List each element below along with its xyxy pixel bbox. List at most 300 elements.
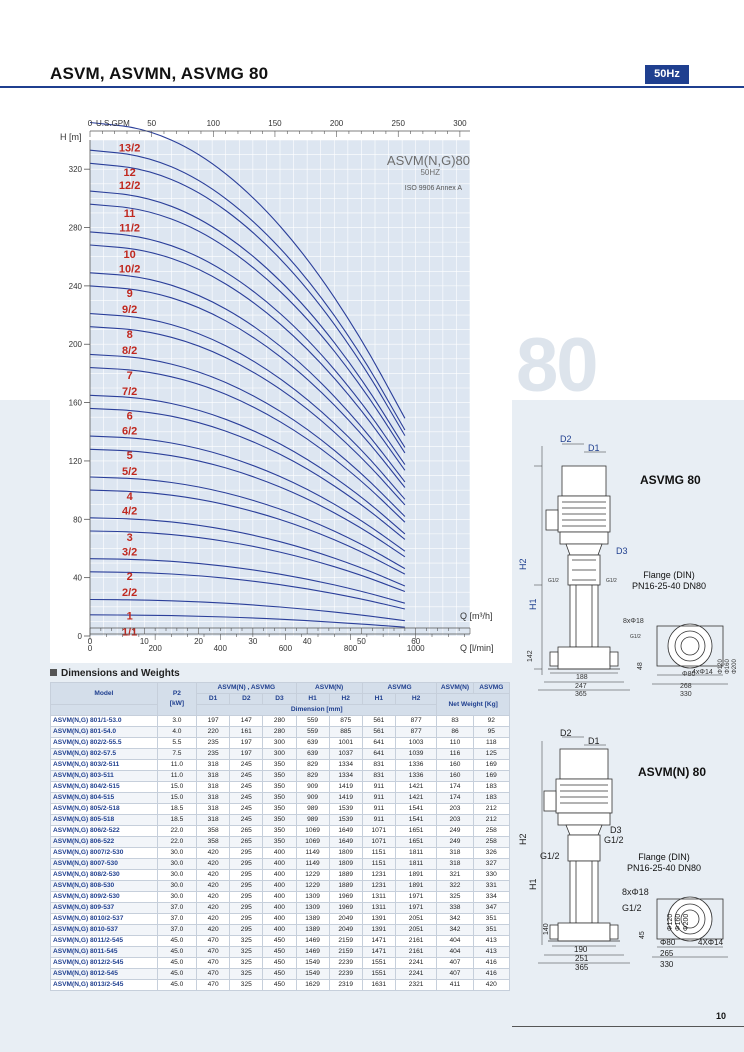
drawing-g-flange-label: Flange (DIN) PN16-25-40 DN80 xyxy=(632,570,707,591)
value-cell: 18.5 xyxy=(157,804,196,815)
value-cell: 831 xyxy=(362,760,395,771)
value-cell: 235 xyxy=(197,749,230,760)
value-cell: 15.0 xyxy=(157,793,196,804)
header-group-asvmg: ASVMG xyxy=(362,683,437,694)
drawing-g-188: 188 xyxy=(576,674,588,681)
value-cell: 450 xyxy=(263,969,296,980)
value-cell: 45.0 xyxy=(157,980,196,991)
y-axis-label: H [m] xyxy=(60,132,82,142)
bullet-square-icon xyxy=(50,669,57,676)
drawing-g-d3: D3 xyxy=(616,546,628,556)
value-cell: 1631 xyxy=(362,980,395,991)
stage-label: 1/1 xyxy=(121,626,138,639)
value-cell: 220 xyxy=(197,727,230,738)
stage-label: 1 xyxy=(126,610,133,623)
dimensions-table xyxy=(50,682,510,991)
value-cell: 413 xyxy=(473,936,509,947)
value-cell: 1549 xyxy=(296,958,329,969)
value-cell: 235 xyxy=(197,738,230,749)
header-weight-g: ASVMG xyxy=(473,683,509,694)
drawing-n-phi80: Φ80 xyxy=(660,938,676,947)
value-cell: 831 xyxy=(362,771,395,782)
value-cell: 1551 xyxy=(362,969,395,980)
model-cell: ASVM(N,G) 808/2-530 xyxy=(51,870,158,881)
gpm-unit-label: U.S.GPM xyxy=(96,119,130,128)
y-tick-label: 120 xyxy=(68,456,82,466)
value-cell: 37.0 xyxy=(157,925,196,936)
value-cell: 641 xyxy=(362,749,395,760)
value-cell: 258 xyxy=(473,837,509,848)
lmin-tick-label: 0 xyxy=(87,644,93,653)
value-cell: 400 xyxy=(263,892,296,903)
drawing-g-d2: D2 xyxy=(560,434,572,444)
value-cell: 420 xyxy=(197,925,230,936)
table-row xyxy=(51,826,510,837)
value-cell: 875 xyxy=(329,716,362,727)
value-cell: 1551 xyxy=(362,958,395,969)
stage-label: 9 xyxy=(126,288,133,301)
value-cell: 325 xyxy=(230,969,263,980)
value-cell: 639 xyxy=(296,749,329,760)
m3h-tick-label: 40 xyxy=(302,637,312,646)
value-cell: 470 xyxy=(197,969,230,980)
header-d2: D2 xyxy=(230,694,263,705)
value-cell: 909 xyxy=(296,782,329,793)
value-cell: 420 xyxy=(197,859,230,870)
value-cell: 30.0 xyxy=(157,848,196,859)
value-cell: 350 xyxy=(263,826,296,837)
value-cell: 1309 xyxy=(296,903,329,914)
value-cell: 245 xyxy=(230,782,263,793)
value-cell: 203 xyxy=(437,815,473,826)
stage-label: 6 xyxy=(126,410,133,423)
value-cell: 280 xyxy=(263,716,296,727)
value-cell: 1071 xyxy=(362,826,395,837)
value-cell: 174 xyxy=(437,793,473,804)
value-cell: 450 xyxy=(263,936,296,947)
header-model: Model xyxy=(51,683,158,705)
value-cell: 37.0 xyxy=(157,903,196,914)
stage-label: 7 xyxy=(126,369,133,382)
value-cell: 30.0 xyxy=(157,881,196,892)
value-cell: 1309 xyxy=(296,892,329,903)
table-row xyxy=(51,903,510,914)
chart-title: ASVM(N,G)80 xyxy=(386,153,470,168)
value-cell: 258 xyxy=(473,826,509,837)
value-cell: 183 xyxy=(473,782,509,793)
drawing-n-h1: H1 xyxy=(528,878,538,890)
drawing-g-g12-left: G1/2 xyxy=(548,578,559,584)
model-cell: ASVM(N,G) 809-537 xyxy=(51,903,158,914)
table-row xyxy=(51,925,510,936)
value-cell: 3.0 xyxy=(157,716,196,727)
value-cell: 351 xyxy=(473,914,509,925)
value-cell: 110 xyxy=(437,738,473,749)
value-cell: 325 xyxy=(230,936,263,947)
value-cell: 911 xyxy=(362,793,395,804)
stage-label: 3 xyxy=(126,531,133,544)
value-cell: 321 xyxy=(437,870,473,881)
value-cell: 160 xyxy=(437,771,473,782)
value-cell: 1809 xyxy=(329,848,362,859)
drawing-n-g12-bottom: G1/2 xyxy=(622,903,642,913)
model-cell: ASVM(N,G) 8011-545 xyxy=(51,947,158,958)
drawing-n-140: 140 xyxy=(543,923,550,935)
value-cell: 470 xyxy=(197,958,230,969)
drawing-n-foot-holes: 4XΦ14 xyxy=(698,938,724,947)
value-cell: 559 xyxy=(296,727,329,738)
footer-rule xyxy=(512,1026,744,1027)
value-cell: 413 xyxy=(473,947,509,958)
value-cell: 265 xyxy=(230,837,263,848)
value-cell: 95 xyxy=(473,727,509,738)
value-cell: 197 xyxy=(197,716,230,727)
stage-label: 12 xyxy=(123,167,136,180)
value-cell: 116 xyxy=(437,749,473,760)
value-cell: 325 xyxy=(230,958,263,969)
value-cell: 2321 xyxy=(395,980,436,991)
y-tick-label: 160 xyxy=(68,398,82,408)
value-cell: 197 xyxy=(230,738,263,749)
value-cell: 5.5 xyxy=(157,738,196,749)
value-cell: 86 xyxy=(437,727,473,738)
chart-note: ISO 9906 Annex A xyxy=(404,185,462,192)
model-cell: ASVM(N,G) 805-518 xyxy=(51,815,158,826)
value-cell: 1336 xyxy=(395,760,436,771)
value-cell: 1809 xyxy=(329,859,362,870)
value-cell: 1003 xyxy=(395,738,436,749)
table-row xyxy=(51,815,510,826)
header-model-blank xyxy=(51,705,158,716)
value-cell: 4.0 xyxy=(157,727,196,738)
model-cell: ASVM(N,G) 808-530 xyxy=(51,881,158,892)
value-cell: 1649 xyxy=(329,826,362,837)
y-tick-label: 320 xyxy=(68,165,82,175)
drawing-g-330: 330 xyxy=(680,691,692,698)
table-row xyxy=(51,760,510,771)
value-cell: 2159 xyxy=(329,947,362,958)
model-cell: ASVM(N,G) 806-522 xyxy=(51,837,158,848)
value-cell: 330 xyxy=(473,870,509,881)
value-cell: 169 xyxy=(473,760,509,771)
stage-label: 8 xyxy=(126,329,133,342)
stage-label: 10/2 xyxy=(118,263,141,276)
y-tick-label: 0 xyxy=(77,632,82,641)
gpm-tick-label: 0 xyxy=(87,119,93,128)
page-number: 10 xyxy=(716,1011,727,1021)
model-cell: ASVM(N,G) 806/2-522 xyxy=(51,826,158,837)
value-cell: 92 xyxy=(473,716,509,727)
drawing-g-g12-bottom: G1/2 xyxy=(630,634,641,640)
model-cell: ASVM(N,G) 803/2-511 xyxy=(51,760,158,771)
drawing-n-d3: D3 xyxy=(610,825,622,835)
value-cell: 318 xyxy=(197,760,230,771)
stage-label: 7/2 xyxy=(121,385,138,398)
value-cell: 30.0 xyxy=(157,892,196,903)
lmin-tick-label: 200 xyxy=(148,644,162,653)
value-cell: 245 xyxy=(230,804,263,815)
drawing-g-title: ASVMG 80 xyxy=(640,473,701,487)
value-cell: 400 xyxy=(263,881,296,892)
value-cell: 877 xyxy=(395,716,436,727)
value-cell: 1069 xyxy=(296,837,329,848)
stage-label: 9/2 xyxy=(121,304,138,317)
table-row xyxy=(51,804,510,815)
value-cell: 45.0 xyxy=(157,969,196,980)
value-cell: 407 xyxy=(437,969,473,980)
lmin-tick-label: 600 xyxy=(278,644,293,653)
value-cell: 1231 xyxy=(362,881,395,892)
value-cell: 829 xyxy=(296,760,329,771)
drawing-n-190: 190 xyxy=(574,945,588,954)
gpm-tick-label: 250 xyxy=(391,119,405,128)
model-cell: ASVM(N,G) 801-54.0 xyxy=(51,727,158,738)
stage-label: 12/2 xyxy=(118,180,141,193)
value-cell: 2051 xyxy=(395,914,436,925)
value-cell: 470 xyxy=(197,947,230,958)
header-power: P2 [kW] xyxy=(157,683,196,716)
value-cell: 1891 xyxy=(395,870,436,881)
value-cell: 183 xyxy=(473,793,509,804)
drawing-g-h1: H1 xyxy=(528,598,538,610)
value-cell: 30.0 xyxy=(157,859,196,870)
value-cell: 358 xyxy=(197,826,230,837)
table-row xyxy=(51,771,510,782)
value-cell: 45.0 xyxy=(157,947,196,958)
value-cell: 249 xyxy=(437,837,473,848)
value-cell: 470 xyxy=(197,980,230,991)
value-cell: 1336 xyxy=(395,771,436,782)
drawing-g-268: 268 xyxy=(680,683,692,690)
value-cell: 7.5 xyxy=(157,749,196,760)
value-cell: 18.5 xyxy=(157,815,196,826)
value-cell: 1311 xyxy=(362,892,395,903)
value-cell: 295 xyxy=(230,892,263,903)
value-cell: 1037 xyxy=(329,749,362,760)
value-cell: 318 xyxy=(197,771,230,782)
value-cell: 411 xyxy=(437,980,473,991)
value-cell: 877 xyxy=(395,727,436,738)
drawing-n-d2: D2 xyxy=(560,728,572,738)
value-cell: 1151 xyxy=(362,848,395,859)
model-cell: ASVM(N,G) 8012-545 xyxy=(51,969,158,980)
value-cell: 1001 xyxy=(329,738,362,749)
value-cell: 245 xyxy=(230,815,263,826)
model-cell: ASVM(N,G) 801/1-53.0 xyxy=(51,716,158,727)
drawing-g-48: 48 xyxy=(637,662,644,670)
value-cell: 400 xyxy=(263,859,296,870)
value-cell: 295 xyxy=(230,859,263,870)
y-tick-label: 80 xyxy=(73,515,82,525)
value-cell: 318 xyxy=(437,848,473,859)
table-row xyxy=(51,947,510,958)
value-cell: 212 xyxy=(473,815,509,826)
gpm-tick-label: 300 xyxy=(453,119,467,128)
value-cell: 11.0 xyxy=(157,771,196,782)
value-cell: 83 xyxy=(437,716,473,727)
m3h-tick-label: 30 xyxy=(248,637,258,646)
drawing-n-phi120: Φ120 xyxy=(667,913,674,931)
value-cell: 347 xyxy=(473,903,509,914)
value-cell: 318 xyxy=(197,815,230,826)
header-weight-n: ASVM(N) xyxy=(437,683,473,694)
value-cell: 331 xyxy=(473,881,509,892)
value-cell: 318 xyxy=(197,793,230,804)
m3h-tick-label: 60 xyxy=(411,637,421,646)
table-row xyxy=(51,716,510,727)
value-cell: 169 xyxy=(473,771,509,782)
stage-label: 2/2 xyxy=(121,587,138,600)
value-cell: 295 xyxy=(230,925,263,936)
performance-chart xyxy=(50,112,512,664)
chart-subtitle: 50HZ xyxy=(420,168,440,177)
value-cell: 420 xyxy=(197,914,230,925)
model-cell: ASVM(N,G) 8010/2-537 xyxy=(51,914,158,925)
header-rule xyxy=(0,86,744,88)
value-cell: 2161 xyxy=(395,947,436,958)
value-cell: 342 xyxy=(437,925,473,936)
value-cell: 295 xyxy=(230,848,263,859)
drawing-g-phi160: Φ160 xyxy=(725,659,731,674)
value-cell: 245 xyxy=(230,771,263,782)
header-dimension-mm: Dimension [mm] xyxy=(197,705,437,716)
drawing-g-365: 365 xyxy=(575,691,587,698)
value-cell: 318 xyxy=(197,782,230,793)
value-cell: 404 xyxy=(437,947,473,958)
value-cell: 420 xyxy=(197,903,230,914)
value-cell: 351 xyxy=(473,925,509,936)
value-cell: 295 xyxy=(230,881,263,892)
value-cell: 45.0 xyxy=(157,936,196,947)
value-cell: 203 xyxy=(437,804,473,815)
drawing-n-251: 251 xyxy=(575,954,589,963)
value-cell: 559 xyxy=(296,716,329,727)
value-cell: 911 xyxy=(362,815,395,826)
stage-label: 3/2 xyxy=(121,546,138,559)
value-cell: 416 xyxy=(473,969,509,980)
value-cell: 1649 xyxy=(329,837,362,848)
header-h2: H2 xyxy=(329,694,362,705)
value-cell: 147 xyxy=(230,716,263,727)
value-cell: 400 xyxy=(263,848,296,859)
value-cell: 358 xyxy=(197,837,230,848)
m3h-tick-label: 50 xyxy=(356,637,366,646)
drawing-n-phi200: Φ200 xyxy=(683,913,690,931)
value-cell: 407 xyxy=(437,958,473,969)
value-cell: 350 xyxy=(263,837,296,848)
value-cell: 470 xyxy=(197,936,230,947)
drawing-g xyxy=(512,430,744,710)
value-cell: 989 xyxy=(296,815,329,826)
drawing-n-45: 45 xyxy=(639,931,646,939)
m3h-tick-label: 20 xyxy=(194,637,204,646)
value-cell: 300 xyxy=(263,749,296,760)
header-group-n-g: ASVM(N) , ASVMG xyxy=(197,683,296,694)
drawing-g-g12-right: G1/2 xyxy=(606,578,617,584)
value-cell: 1149 xyxy=(296,848,329,859)
value-cell: 1539 xyxy=(329,804,362,815)
table-row xyxy=(51,837,510,848)
model-cell: ASVM(N,G) 802-57.5 xyxy=(51,749,158,760)
y-tick-label: 240 xyxy=(68,281,82,291)
value-cell: 1889 xyxy=(329,870,362,881)
value-cell: 1229 xyxy=(296,881,329,892)
value-cell: 641 xyxy=(362,738,395,749)
header-d3: D3 xyxy=(263,694,296,705)
lmin-tick-label: 800 xyxy=(343,644,358,653)
value-cell: 639 xyxy=(296,738,329,749)
m3h-tick-label: 0 xyxy=(87,637,93,646)
value-cell: 161 xyxy=(230,727,263,738)
value-cell: 2049 xyxy=(329,925,362,936)
header-h2-g: H2 xyxy=(395,694,436,705)
table-row xyxy=(51,848,510,859)
value-cell: 1421 xyxy=(395,782,436,793)
table-row xyxy=(51,892,510,903)
value-cell: 1549 xyxy=(296,969,329,980)
drawing-n-d1: D1 xyxy=(588,736,600,746)
value-cell: 1469 xyxy=(296,936,329,947)
stage-label: 4 xyxy=(126,490,133,503)
drawing-g-bolt: 8xΦ18 xyxy=(623,618,644,625)
drawing-g-phi120: Φ120 xyxy=(718,659,724,674)
value-cell: 350 xyxy=(263,760,296,771)
value-cell: 1391 xyxy=(362,914,395,925)
value-cell: 1229 xyxy=(296,870,329,881)
value-cell: 174 xyxy=(437,782,473,793)
value-cell: 22.0 xyxy=(157,826,196,837)
value-cell: 1651 xyxy=(395,826,436,837)
value-cell: 1069 xyxy=(296,826,329,837)
value-cell: 350 xyxy=(263,782,296,793)
value-cell: 327 xyxy=(473,859,509,870)
table-row xyxy=(51,749,510,760)
model-cell: ASVM(N,G) 8010-537 xyxy=(51,925,158,936)
value-cell: 400 xyxy=(263,870,296,881)
value-cell: 1419 xyxy=(329,782,362,793)
value-cell: 911 xyxy=(362,804,395,815)
value-cell: 1389 xyxy=(296,925,329,936)
header-h1-g: H1 xyxy=(362,694,395,705)
value-cell: 911 xyxy=(362,782,395,793)
value-cell: 30.0 xyxy=(157,870,196,881)
stage-label: 4/2 xyxy=(121,505,138,518)
value-cell: 15.0 xyxy=(157,782,196,793)
value-cell: 338 xyxy=(437,903,473,914)
value-cell: 1389 xyxy=(296,914,329,925)
value-cell: 2239 xyxy=(329,969,362,980)
value-cell: 1969 xyxy=(329,892,362,903)
value-cell: 1149 xyxy=(296,859,329,870)
model-cell: ASVM(N,G) 8012/2-545 xyxy=(51,958,158,969)
drawing-g-phi200: Φ200 xyxy=(732,659,738,674)
value-cell: 1391 xyxy=(362,925,395,936)
value-cell: 1811 xyxy=(395,859,436,870)
table-row xyxy=(51,859,510,870)
value-cell: 400 xyxy=(263,925,296,936)
value-cell: 1421 xyxy=(395,793,436,804)
value-cell: 22.0 xyxy=(157,837,196,848)
table-row xyxy=(51,870,510,881)
drawing-n-bolt: 8xΦ18 xyxy=(622,887,649,897)
value-cell: 829 xyxy=(296,771,329,782)
stage-label: 6/2 xyxy=(121,425,138,438)
dimensions-heading: Dimensions and Weights xyxy=(50,668,180,679)
stage-label: 13/2 xyxy=(118,142,141,155)
value-cell: 561 xyxy=(362,716,395,727)
stage-label: 11 xyxy=(123,207,136,220)
drawing-g-phi80: Φ80 xyxy=(682,671,696,678)
